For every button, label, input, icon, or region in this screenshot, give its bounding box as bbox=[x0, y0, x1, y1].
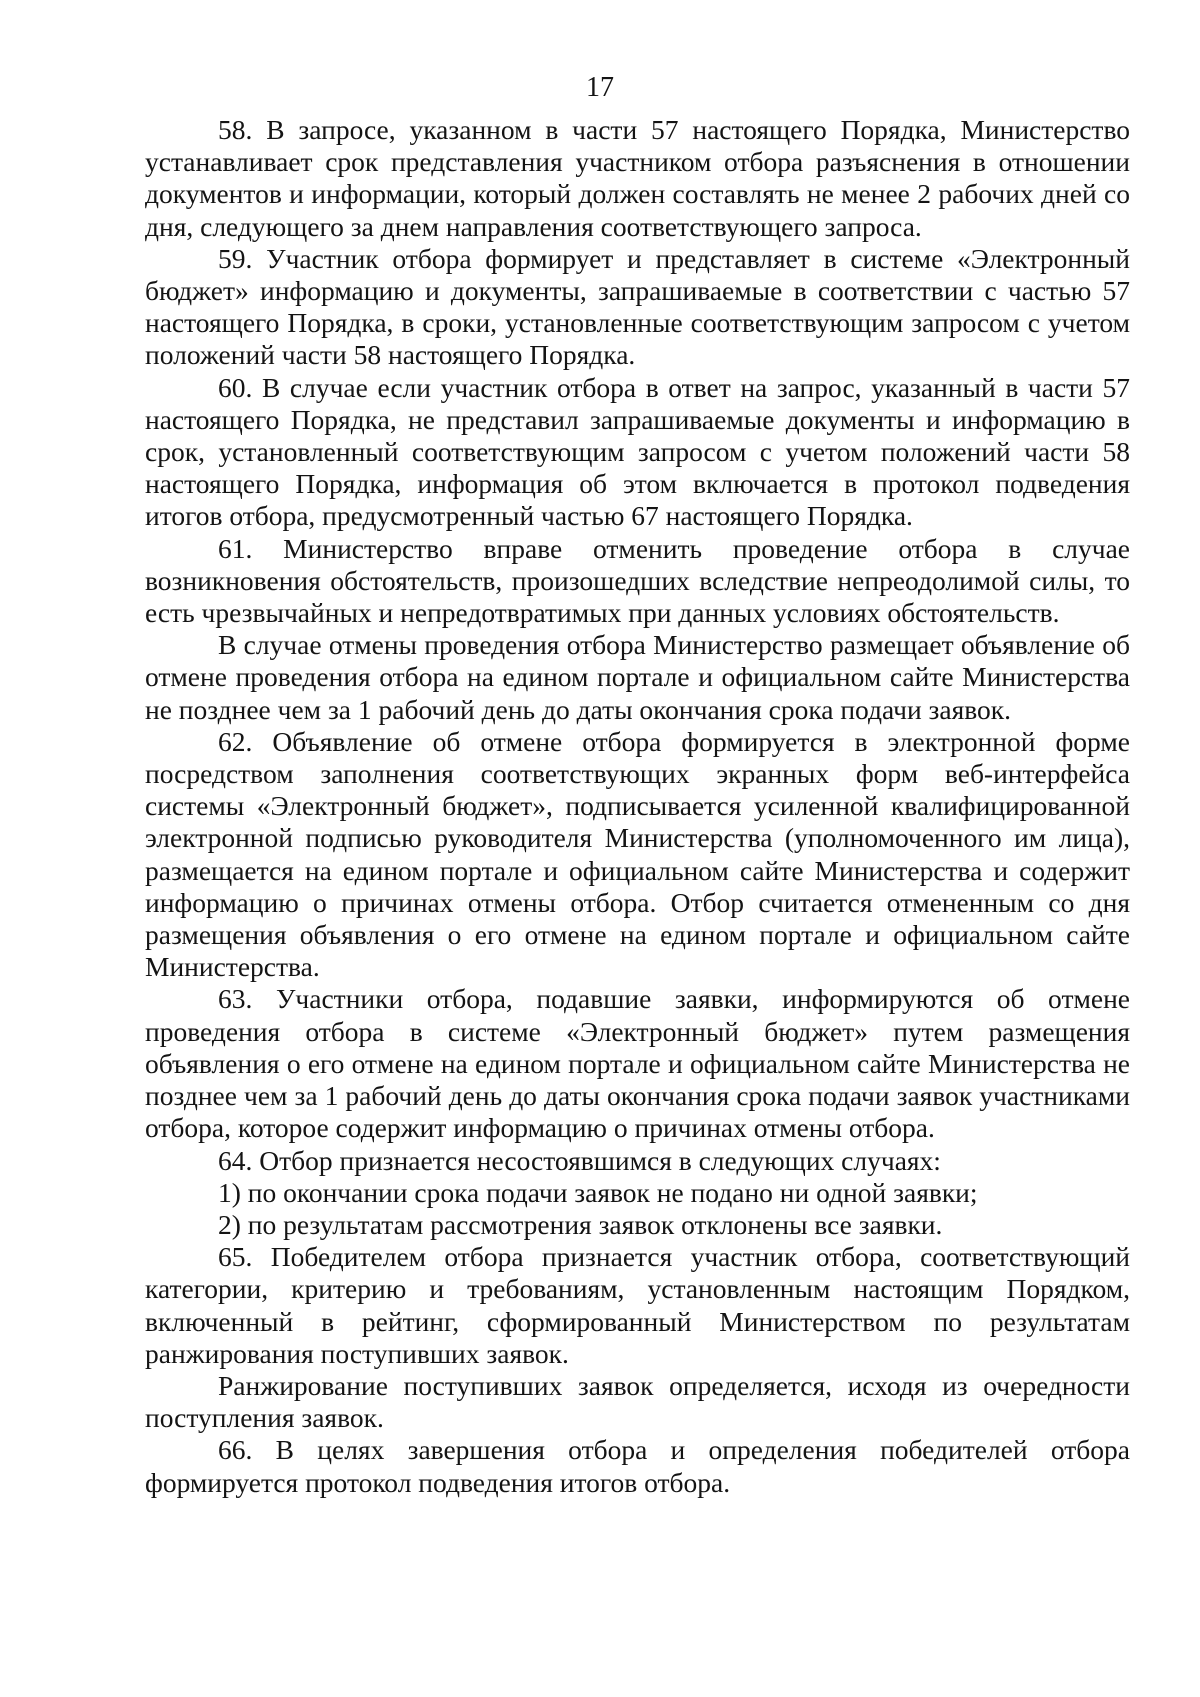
document-body bbox=[145, 114, 1130, 1499]
paragraph-66: 66. В целях завершения отбора и определения победителей отбора формируется протокол подведения итогов отбора. bbox=[145, 1434, 1130, 1498]
paragraph-58: 58. В запросе, указанном в части 57 настоящего Порядка, Министерство устанавливает срок представления участником отбора разъяснения в отношении документов и информации, который должен составлять не менее 2 рабочих дней со дня, следующего за днем направления соответствующего запроса. bbox=[145, 114, 1130, 242]
paragraph-62: 62. Объявление об отмене отбора формируется в электронной форме посредством заполнения соответствующих экранных форм веб-интерфейса системы «Электронный бюджет», подписывается усиленной квалифицированной электронной подписью руководителя Министерства (уполномоченного им лица), размещается на едином портале и официальном сайте Министерства и содержит информацию о причинах отмены отбора. Отбор считается отмененным со дня размещения объявления о его отмене на едином портале и официальном сайте Министерства. bbox=[145, 725, 1130, 983]
list-item-64-2: 2) по результатам рассмотрения заявок отклонены все заявки. bbox=[218, 1208, 943, 1240]
list-item-64-1: 1) по окончании срока подачи заявок не подано ни одной заявки; bbox=[218, 1176, 978, 1208]
paragraph-64: 64. Отбор признается несостоявшимся в следующих случаях: bbox=[218, 1144, 941, 1176]
paragraph-60: 60. В случае если участник отбора в ответ на запрос, указанный в части 57 настоящего Порядка, не представил запрашиваемые документы и информацию в срок, установленный соответствующим запросом с учетом положений части 58 настоящего Порядка, информация об этом включается в протокол подведения итогов отбора, предусмотренный частью 67 настоящего Порядка. bbox=[145, 371, 1130, 532]
paragraph-65-ranking: Ранжирование поступивших заявок определяется, исходя из очередности поступления заявок. bbox=[145, 1369, 1130, 1434]
paragraph-61-cancellation: В случае отмены проведения отбора Министерство размещает объявление об отмене проведения отбора на едином портале и официальном сайте Министерства не позднее чем за 1 рабочий день до даты окончания срока подачи заявок. bbox=[145, 629, 1130, 725]
page-number: 17 bbox=[586, 72, 614, 103]
paragraph-61: 61. Министерство вправе отменить проведение отбора в случае возникновения обстоятельств, произошедших вследствие непреодолимой силы, то есть чрезвычайных и непредотвратимых при данных условиях обстоятельств. bbox=[145, 532, 1130, 629]
paragraph-63: 63. Участники отбора, подавшие заявки, информируются об отмене проведения отбора в системе «Электронный бюджет» путем размещения объявления о его отмене на едином портале и официальном сайте Министерства не позднее чем за 1 рабочий день до даты окончания срока подачи заявок участниками отбора, которое содержит информацию о причинах отмены отбора. bbox=[145, 983, 1130, 1144]
paragraph-59: 59. Участник отбора формирует и представляет в системе «Электронный бюджет» информацию и документы, запрашиваемые в соответствии с частью 57 настоящего Порядка, в сроки, установленные соответствующим запросом с учетом положений части 58 настоящего Порядка. bbox=[145, 242, 1130, 371]
paragraph-65: 65. Победителем отбора признается участник отбора, соответствующий категории, критерию и требованиям, установленным настоящим Порядком, включенный в рейтинг, сформированный Министерством по результатам ранжирования поступивших заявок. bbox=[145, 1241, 1130, 1369]
